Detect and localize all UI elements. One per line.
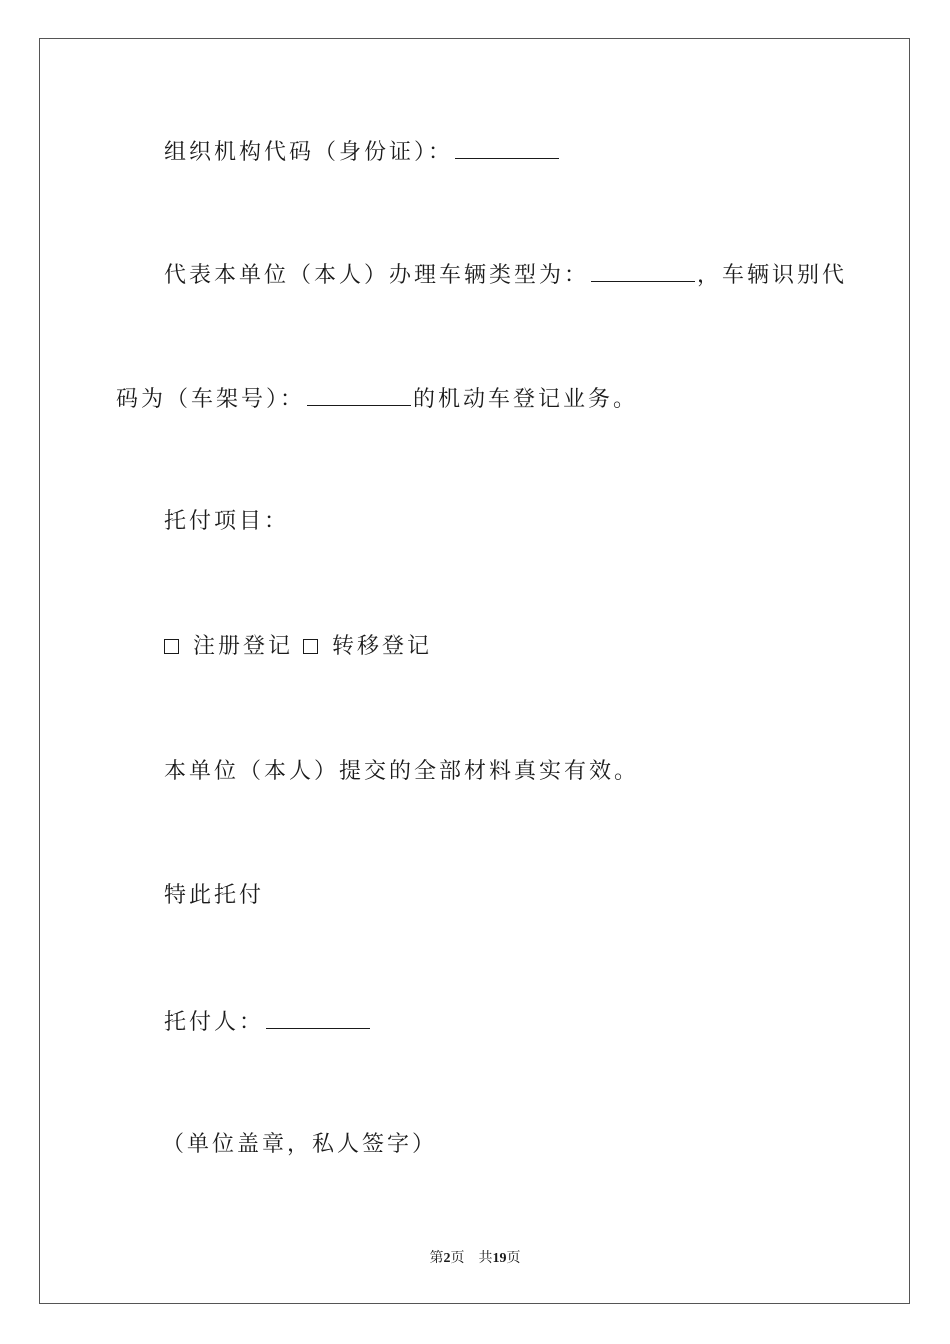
hereby-text: 特此托付 [164,883,265,908]
seal-note: （单位盖章，私人签字） [162,1132,438,1157]
page-suffix: 页 [450,1251,465,1266]
vin-blank[interactable] [307,383,411,406]
page-border [39,38,910,1304]
total-suffix: 页 [506,1251,521,1266]
options-line [164,632,432,662]
vin-label: 码为（车架号）： [116,387,306,412]
principal-blank[interactable] [266,1006,370,1029]
vin-label-start: ，车辆识别代 [697,263,848,288]
transfer-checkbox[interactable] [303,639,318,654]
principal-label: 托付人： [164,1010,265,1035]
org-code-label: 组织机构代码（身份证）： [164,140,454,165]
register-option-label: 注册登记 [193,634,294,659]
transfer-option-label: 转移登记 [332,634,433,659]
page-current: 2 [443,1251,451,1266]
vin-trailing-text: 的机动车登记业务。 [413,387,639,412]
register-checkbox[interactable] [164,639,179,654]
vehicle-type-label: 代表本单位（本人）办理车辆类型为： [164,263,590,288]
page-footer [0,1247,950,1267]
vehicle-type-line [164,259,847,291]
vin-line [116,383,638,415]
org-code-line [164,136,561,168]
org-code-blank[interactable] [455,136,559,159]
total-prefix: 共 [478,1251,493,1266]
items-heading: 托付项目： [164,509,290,534]
page-prefix: 第 [429,1251,444,1266]
page-total: 19 [492,1251,507,1266]
principal-line [164,1006,372,1038]
vehicle-type-blank[interactable] [591,259,695,282]
truth-statement: 本单位（本人）提交的全部材料真实有效。 [164,759,640,784]
